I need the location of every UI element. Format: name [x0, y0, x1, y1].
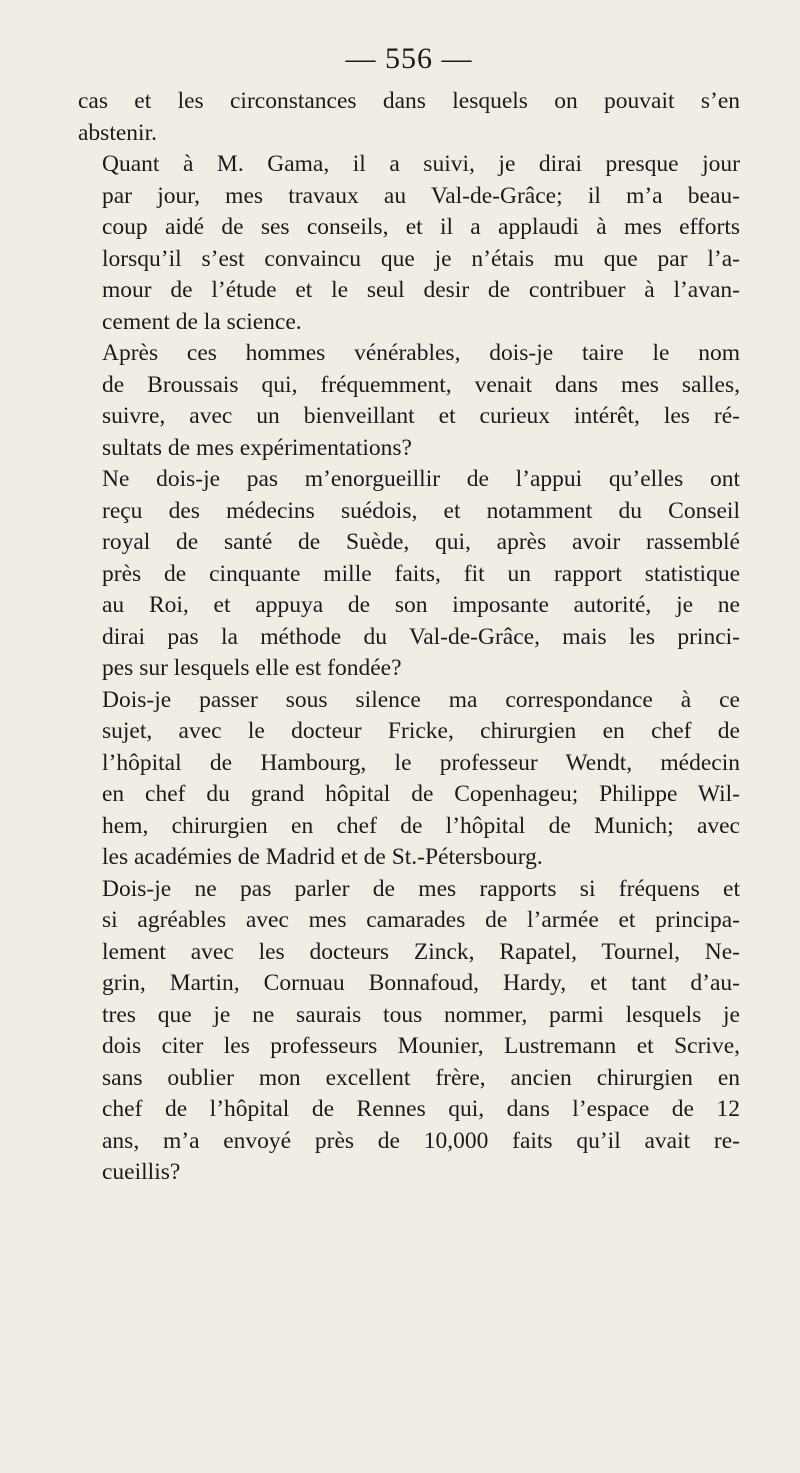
text-line: reçu des médecins suédois, et notamment du Conseil [102, 497, 740, 524]
text-line: royal de santé de Suède, qui, après avoir rassemblé [102, 529, 740, 555]
text-line: Dois-je passer sous silence ma correspondance à ce [102, 686, 740, 713]
text-line: au Roi, et appuya de son imposante autorité, je ne [102, 592, 740, 618]
text-line: par jour, mes travaux au Val-de-Grâce; il m’a beau- [102, 182, 740, 209]
paragraph [78, 685, 740, 874]
text-line: si agréables avec mes camarades de l’armée et principa- [102, 907, 740, 933]
text-line: cueillis? [102, 1159, 181, 1185]
paragraph [78, 86, 740, 149]
text-line: grin, Martin, Cornuau Bonnafoud, Hardy, et tant d’au- [102, 970, 740, 996]
text-line: tres que je ne saurais tous nommer, parmi lesquels je [102, 1001, 740, 1028]
text-line: suivre, avec un bienveillant et curieux intérêt, les ré- [102, 403, 740, 429]
text-line: dirai pas la méthode du Val-de-Grâce, mais les princi- [102, 623, 740, 650]
paragraph [78, 149, 740, 338]
text-line: Après ces hommes vénérables, dois-je taire le nom [102, 340, 740, 366]
text-line: près de cinquante mille faits, fit un rapport statistique [102, 560, 740, 587]
text-line: sans oublier mon excellent frère, ancien chirurgien en [102, 1064, 740, 1091]
body-text [78, 86, 740, 1189]
text-line: Quant à M. Gama, il a suivi, je dirai presque jour [102, 151, 740, 177]
text-line: chef de l’hôpital de Rennes qui, dans l’espace de 12 [102, 1096, 740, 1122]
text-line: cement de la science. [102, 308, 302, 335]
page-number-header: — 556 — [345, 42, 473, 75]
paragraph [78, 874, 740, 1189]
text-line: l’hôpital de Hambourg, le professeur Wendt, médecin [102, 749, 740, 776]
text-line: sultats de mes expérimentations? [102, 434, 412, 461]
text-line: lorsqu’il s’est convaincu que je n’étais mu que par l’a- [102, 245, 740, 272]
text-line: dois citer les professeurs Mounier, Lustremann et Scrive, [102, 1033, 740, 1059]
text-line: coup aidé de ses conseils, et il a applaudi à mes efforts [102, 214, 740, 240]
paragraph [78, 464, 740, 685]
text-line: en chef du grand hôpital de Copenhageu; Philippe Wil- [102, 781, 740, 807]
text-line: lement avec les docteurs Zinck, Rapatel, Tournel, Ne- [102, 938, 740, 965]
text-line: de Broussais qui, fréquemment, venait dans mes salles, [102, 371, 740, 398]
text-line: pes sur lesquels elle est fondée? [102, 655, 402, 681]
text-line: sujet, avec le docteur Fricke, chirurgien en chef de [102, 718, 740, 744]
text-line: Dois-je ne pas parler de mes rapports si fréquens et [102, 875, 740, 902]
text-line: abstenir. [78, 119, 157, 146]
text-line: mour de l’étude et le seul desir de contribuer à l’avan- [102, 277, 740, 303]
text-line: ans, m’a envoyé près de 10,000 faits qu’il avait re- [102, 1127, 740, 1154]
text-line: Ne dois-je pas m’enorgueillir de l’appui qu’elles ont [102, 466, 740, 492]
text-line: hem, chirurgien en chef de l’hôpital de Munich; avec [102, 812, 740, 839]
text-line: cas et les circonstances dans lesquels on pouvait s’en [78, 88, 740, 114]
text-line: les académies de Madrid et de St.-Pétersbourg. [102, 844, 543, 870]
paragraph [78, 338, 740, 464]
